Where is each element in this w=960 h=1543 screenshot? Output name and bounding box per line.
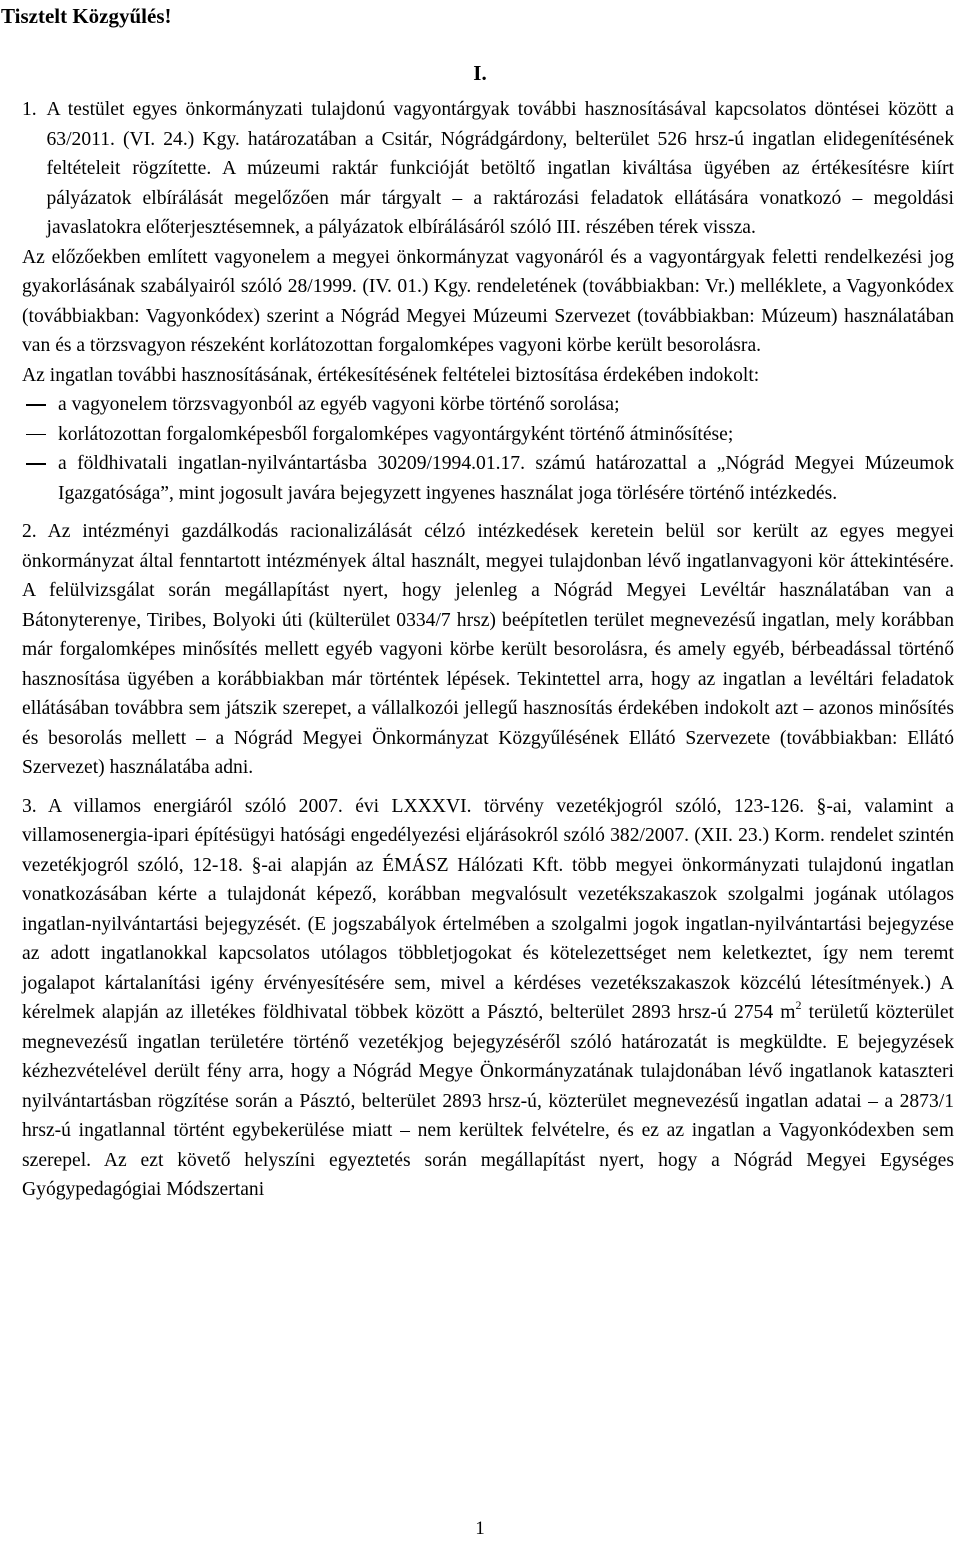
page-number: 1 (475, 1518, 485, 1539)
item-2-text: Az intézményi gazdálkodás racionalizálását célzó intézkedések keretein belül sor került az egyes megyei önkormányzat által fenntartott intézmények által használt, megyei tulajdonban lévő ingatlanvagyoni kör áttekintésére. A felülvizsgálat során megállapítást nyert, hogy jelenleg a Nógrád Megyei Levéltár használatában van a Bátonyterenye, Tiribes, Bolyoki úti (külterület 0334/7 hrsz) beépítetlen terület megnevezésű ingatlan, mely korábban már forgalomképes minősítés mellett egyéb vagyoni körbe került besorolásra, és amely egyéb, bérbeadással történő hasznosítása ügyében a korábbiakban már történtek lépések. Tekintettel arra, hogy az ingatlan a levéltári feladatok ellátásában továbbra sem játszik szerepet, a vállalkozói jellegű hasznosítás érdekében indokolt azt – azonos minősítés és besorolás mellett – a Nógrád Megyei Önkormányzat Közgyűlésének Ellátó Szervezete (továbbiakban: Ellátó Szervezet) használatába adni. (22, 521, 954, 778)
item-2-paragraph (22, 517, 954, 783)
item-3-number: 3. (22, 795, 37, 817)
conditions-list (22, 390, 954, 508)
document-body (22, 95, 954, 1205)
list-item (22, 449, 954, 508)
list-item-text: a vagyonelem törzsvagyonból az egyéb vagyoni körbe történő sorolása; (58, 394, 620, 415)
list-item-text: korlátozottan forgalomképesből forgalomképes vagyontárgyként történő átminősítése; (58, 423, 734, 445)
item-2-number: 2. (22, 521, 37, 542)
item-1-number: 1. (22, 99, 37, 120)
item-3-text-part-1: A villamos energiáról szóló 2007. évi LXXXVI. törvény vezetékjogról szóló, 123-126. §-ai, valamint a villamosenergia-ipari építésügyi hatósági engedélyezési eljárásokról szóló 382/2007. (XII. 23.) Korm. rendelet szintén vezetékjogról szóló, 12-18. §-ai alapján az ÉMÁSZ Hálózati Kft. több megyei önkormányzati tulajdonú ingatlan vonatkozásában kérte a tulajdonát képező, korábban megvalósult vezetékszakaszok szolgalmi jogának utólagos ingatlan-nyilvántartási bejegyzését. (E jogszabályok értelmében a szolgalmi jogok ingatlan-nyilvántartási bejegyzése az adott ingatlanokkal kapcsolatos utólagos többletjogokat és kötelezettséget nem keletkeztet, így nem teremt jogalapot kártalanítási igény érvényesítésére sem, mivel a kérdéses vezetékszakaszok közcélú létesítmények.) A kérelmek alapján az illetékes földhivatal többek között a Pásztó, belterület 2893 hrsz-ú 2754 m (22, 795, 954, 1023)
item-1-paragraph-2: Az előzőekben említett vagyonelem a megyei önkormányzat vagyonáról és a vagyontárgyak feletti rendelkezési jog gyakorlásának szabályairól szóló 28/1999. (IV. 01.) Kgy. rendeletének (továbbiakban: Vr.) melléklete, a Vagyonkódex (továbbiakban: Vagyonkódex) szerint a Nógrád Megyei Múzeumi Szervezet (továbbiakban: Múzeum) használatában van és a törzsvagyon részeként korlátozottan forgalomképes vagyoni körbe került besorolásra. (22, 246, 954, 356)
dash-bullet-icon (26, 434, 46, 436)
list-item (22, 390, 954, 420)
item-1-first-paragraph (22, 95, 954, 243)
item-1-paragraph-3: Az ingatlan további hasznosításának, értékesítésének feltételei biztosítása érdekében indokolt: (22, 364, 760, 386)
dash-bullet-icon (26, 463, 46, 465)
section-number: I. (473, 61, 487, 85)
item-1-text: A testület egyes önkormányzati tulajdonú vagyontárgyak további hasznosításával kapcsolatos döntései között a 63/2011. (VI. 24.) Kgy. határozatában a Csitár, Nógrádgárdony, belterület 526 hrsz-ú ingatlan elidegenítésének feltételeit rögzítette. A múzeumi raktár funkcióját betöltő ingatlan kiváltása ügyében az értékesítésre kiírt pályázatok elbírálását megelőzően már tárgyalt – a raktározási feladatok ellátására vonatkozó – megoldási javaslatokra előterjesztésemnek, a pályázatok elbírálásáról szóló III. részében térek vissza. (46, 99, 954, 238)
list-item (22, 420, 954, 450)
salutation-heading: Tisztelt Közgyűlés! (1, 4, 172, 28)
dash-bullet-icon (26, 404, 46, 406)
item-3-text-part-2: területű közterület megnevezésű ingatlan területére történő vezetékjog bejegyzéséről szóló határozatát is megküldte. E bejegyzések kézhezvételével derült fény arra, hogy a Nógrád Megye Önkormányzatának tulajdonában lévő ingatlanok kataszteri nyilvántartásban rögzítése során a Pásztó, belterület 2893 hrsz-ú, közterület megnevezésű ingatlan adatai – a 2873/1 hrsz-ú ingatlannal történt egybekerülése miatt – nem kerültek felvételre, és ez az ingatlan a Vagyonkódexben sem szerepel. Az ezt követő helyszíni egyeztetés során megállapítást nyert, hogy a Nógrád Megyei Egységes Gyógypedagógiai Módszertani (22, 1002, 954, 1200)
list-item-text: a földhivatali ingatlan-nyilvántartásba 30209/1994.01.17. számú határozattal a „Nógrád Megyei Múzeumok Igazgatósága”, mint jogosult javára bejegyzett ingyenes használat joga törlésére történő intézkedés. (58, 453, 954, 504)
square-meter-superscript: 2 (795, 998, 802, 1013)
item-3-paragraph (22, 792, 954, 1205)
